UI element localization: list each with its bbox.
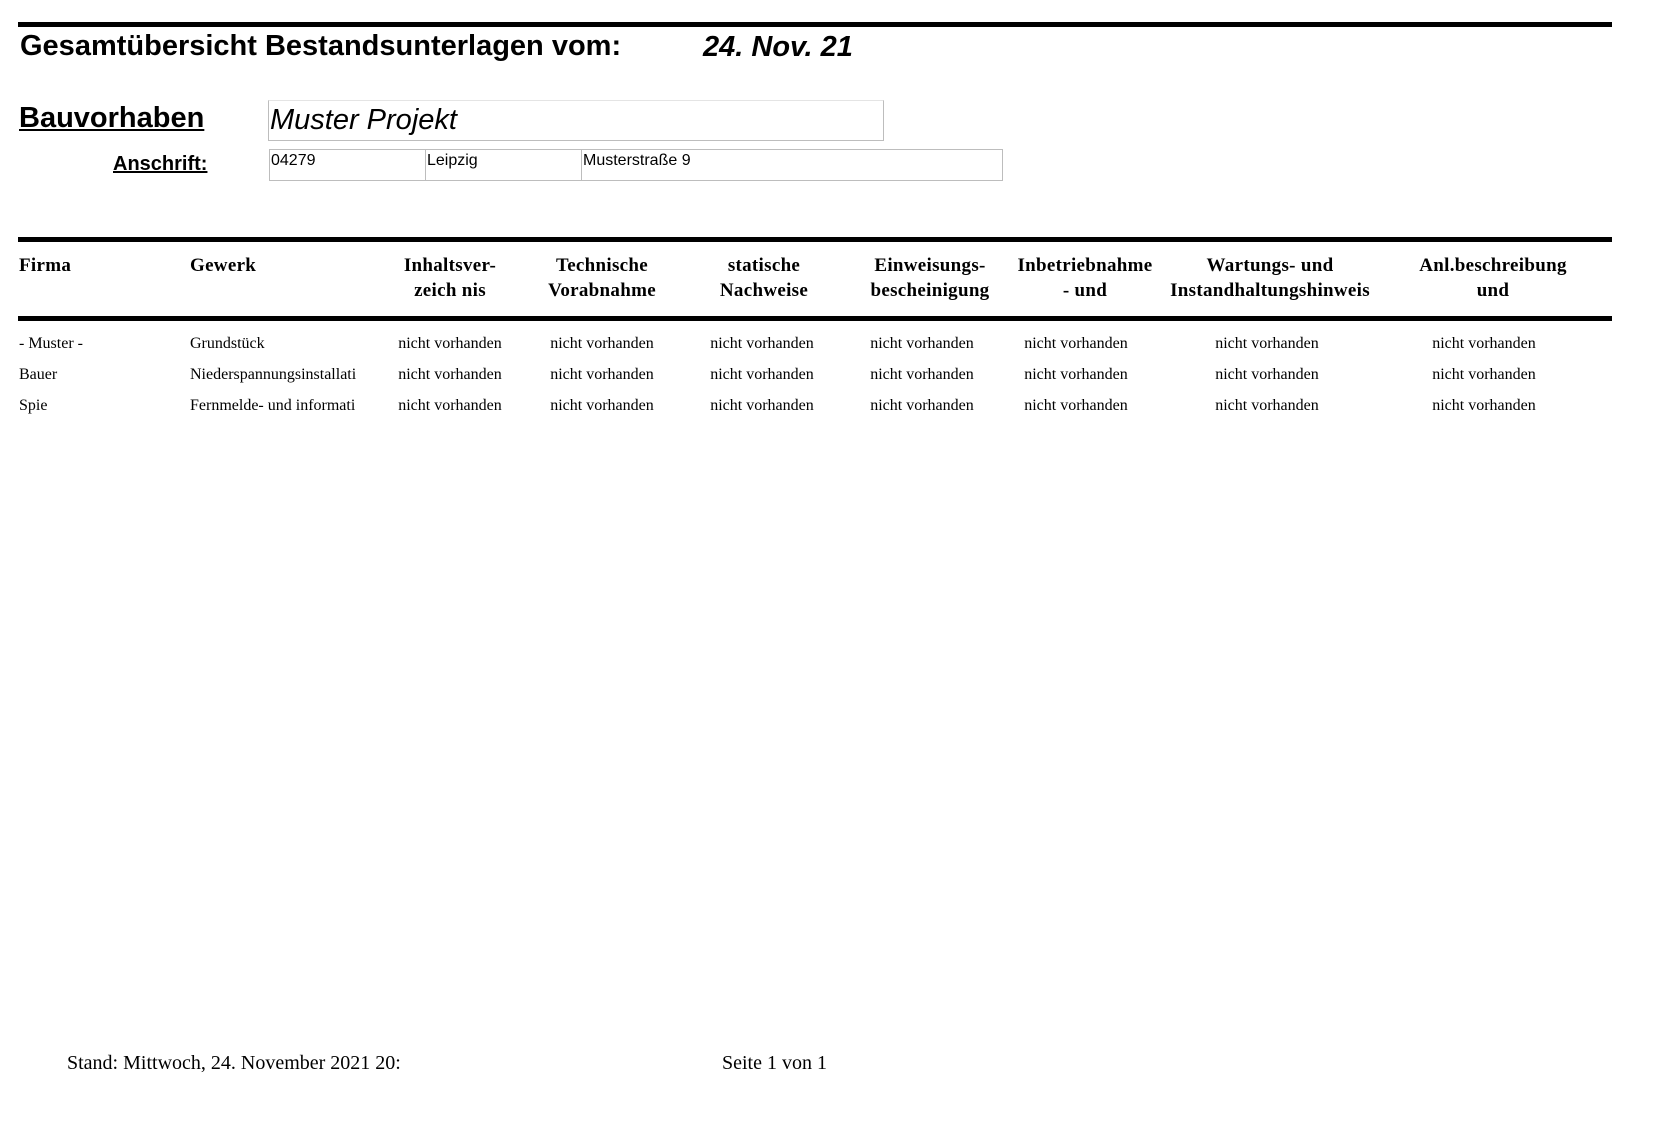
cell-status: nicht vorhanden [870,335,974,352]
cell-firma: Bauer [19,366,58,383]
cell-status: nicht vorhanden [1024,397,1128,414]
cell-status: nicht vorhanden [1024,335,1128,352]
cell-status: nicht vorhanden [1024,366,1128,383]
top-rule [18,22,1612,27]
table-top-rule [18,237,1612,242]
column-header-line: Technische [555,255,649,276]
cell-status: nicht vorhanden [710,397,814,414]
city: Leipzig [427,152,478,169]
cell-status: nicht vorhanden [1215,335,1319,352]
cell-status: nicht vorhanden [1432,397,1536,414]
address-separator [581,150,582,180]
cell-gewerk: Niederspannungsinstallati [190,366,357,383]
cell-status: nicht vorhanden [550,335,654,352]
cell-status: nicht vorhanden [1215,397,1319,414]
cell-status: nicht vorhanden [870,397,974,414]
cell-gewerk: Grundstück [190,335,265,352]
table-header-rule [18,316,1612,321]
column-header-statische-nachweise [694,253,834,303]
project-name: Muster Projekt [270,104,457,136]
cell-gewerk: Fernmelde- und informati [190,397,356,414]
column-header-line: - und [1062,280,1108,301]
column-header-anlagenbeschreibung [1398,253,1588,303]
address-label: Anschrift: [113,153,208,175]
report-date: 24. Nov. 21 [703,31,853,63]
column-header-wartungshinweis [1160,253,1380,303]
column-header-line: bescheinigung [870,280,990,301]
table-row [0,366,1656,388]
cell-status: nicht vorhanden [710,335,814,352]
cell-firma: Spie [19,397,48,414]
cell-status: nicht vorhanden [550,397,654,414]
table-row [0,335,1656,357]
column-header-line: Anl.beschreibung [1419,255,1567,276]
column-header-line: und [1476,280,1510,301]
project-label: Bauvorhaben [19,102,205,134]
cell-status: nicht vorhanden [398,366,502,383]
column-header-gewerk [190,253,256,278]
column-header-line: statische [727,255,801,276]
address-separator [425,150,426,180]
column-header-line: zeich nis [414,280,486,301]
column-header-inhaltsverzeichnis [380,253,520,303]
column-header-line: Gewerk [190,255,257,276]
footer-page-number: Seite 1 von 1 [722,1052,827,1074]
cell-status: nicht vorhanden [550,366,654,383]
cell-status: nicht vorhanden [398,397,502,414]
column-header-line: Vorabnahme [548,280,656,301]
cell-status: nicht vorhanden [398,335,502,352]
postal-code: 04279 [271,152,316,169]
cell-status: nicht vorhanden [1432,335,1536,352]
footer-stand: Stand: Mittwoch, 24. November 2021 20: [67,1052,401,1074]
cell-firma: - Muster - [19,335,83,352]
column-header-firma [19,253,71,278]
column-header-inbetriebnahme [1005,253,1165,303]
column-header-line: Inbetriebnahme [1017,255,1153,276]
street: Musterstraße 9 [583,152,691,169]
column-header-line: Instandhaltungshinweis [1170,280,1370,301]
column-header-technische-vorabnahme [532,253,672,303]
cell-status: nicht vorhanden [710,366,814,383]
column-header-line: Inhaltsver- [403,255,497,276]
column-header-line: Firma [19,255,72,276]
cell-status: nicht vorhanden [870,366,974,383]
column-header-line: Wartungs- und [1206,255,1334,276]
column-header-line: Nachweise [719,280,809,301]
column-header-line: Einweisungs- [874,255,986,276]
column-header-einweisungsbescheinigung [850,253,1010,303]
cell-status: nicht vorhanden [1432,366,1536,383]
table-row [0,397,1656,419]
report-title: Gesamtübersicht Bestandsunterlagen vom: [20,30,622,62]
cell-status: nicht vorhanden [1215,366,1319,383]
